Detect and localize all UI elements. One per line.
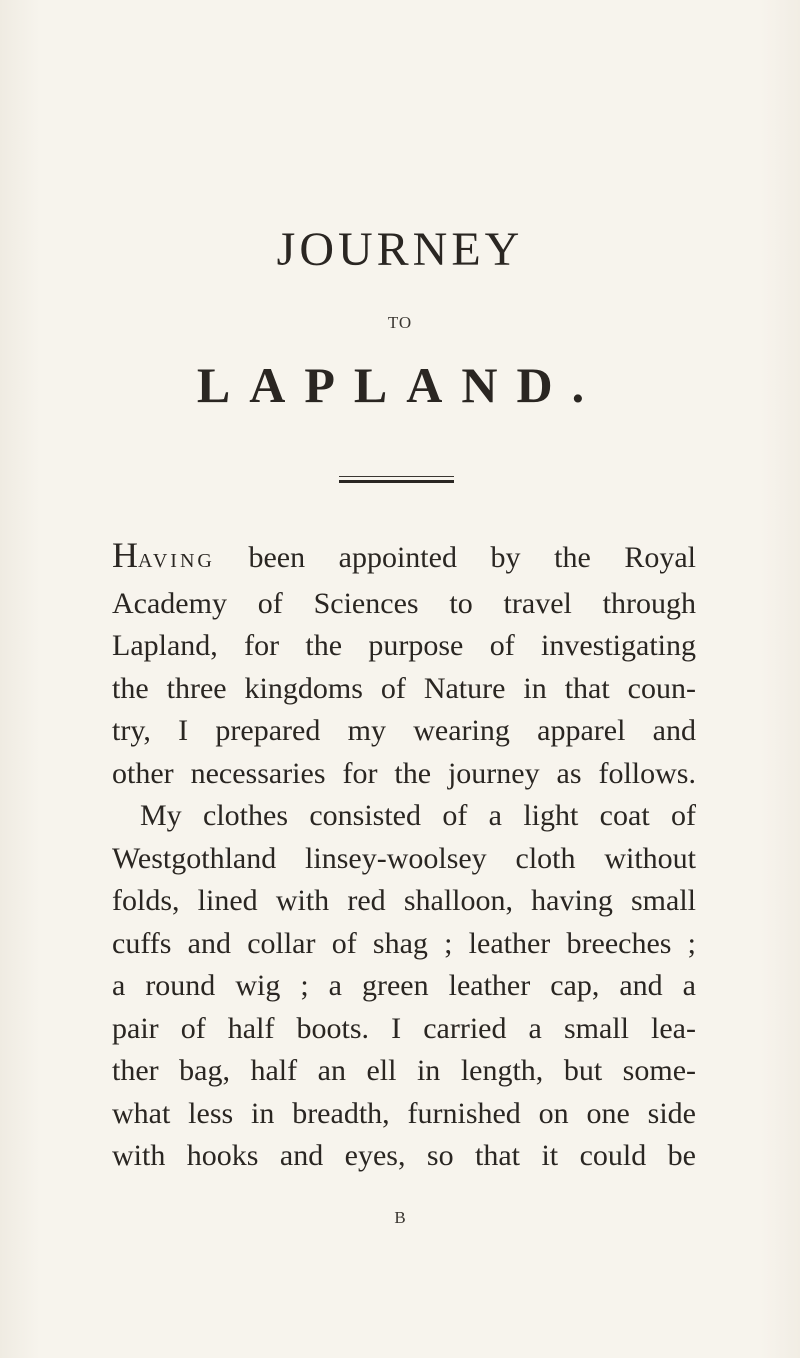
- text-line-8: Westgothland linsey-woolsey cloth without: [112, 841, 696, 875]
- signature-mark: B: [394, 1208, 406, 1227]
- text-line-6: other necessaries for the journey as follows.: [112, 756, 696, 790]
- text-line-1: [112, 534, 696, 583]
- text-line-12: pair of half boots. I carried a small lea-: [112, 1011, 696, 1045]
- text-line-10: cuffs and collar of shag ; leather breeches ;: [112, 926, 696, 960]
- text-line-1-rest: been appointed by the Royal: [214, 541, 696, 574]
- text-line-3: Lapland, for the purpose of investigating: [112, 629, 696, 662]
- text-line-9: folds, lined with red shalloon, having small: [112, 884, 696, 917]
- first-word-rest: AVING: [138, 550, 215, 572]
- place-title: LAPLAND.: [196, 357, 604, 413]
- initial-letter: H: [112, 535, 138, 575]
- title-connector: TO: [387, 313, 413, 332]
- text-line-11: a round wig ; a green leather cap, and a: [112, 969, 696, 1002]
- page-title: JOURNEY: [276, 223, 524, 276]
- text-line-14: what less in breadth, furnished on one side: [112, 1096, 696, 1130]
- body-text: [112, 534, 696, 1178]
- rule-thick-line: [339, 480, 454, 483]
- text-line-13: ther bag, half an ell in length, but some-: [112, 1054, 696, 1087]
- text-line-2: Academy of Sciences to travel through: [112, 586, 696, 620]
- rule-thin-line: [339, 476, 454, 477]
- text-line-4: the three kingdoms of Nature in that coun-: [112, 671, 696, 705]
- text-line-7: My clothes consisted of a light coat of: [140, 799, 696, 832]
- text-line-15: with hooks and eyes, so that it could be: [112, 1139, 696, 1172]
- double-rule-divider: [339, 476, 454, 486]
- text-line-5: try, I prepared my wearing apparel and: [112, 714, 696, 747]
